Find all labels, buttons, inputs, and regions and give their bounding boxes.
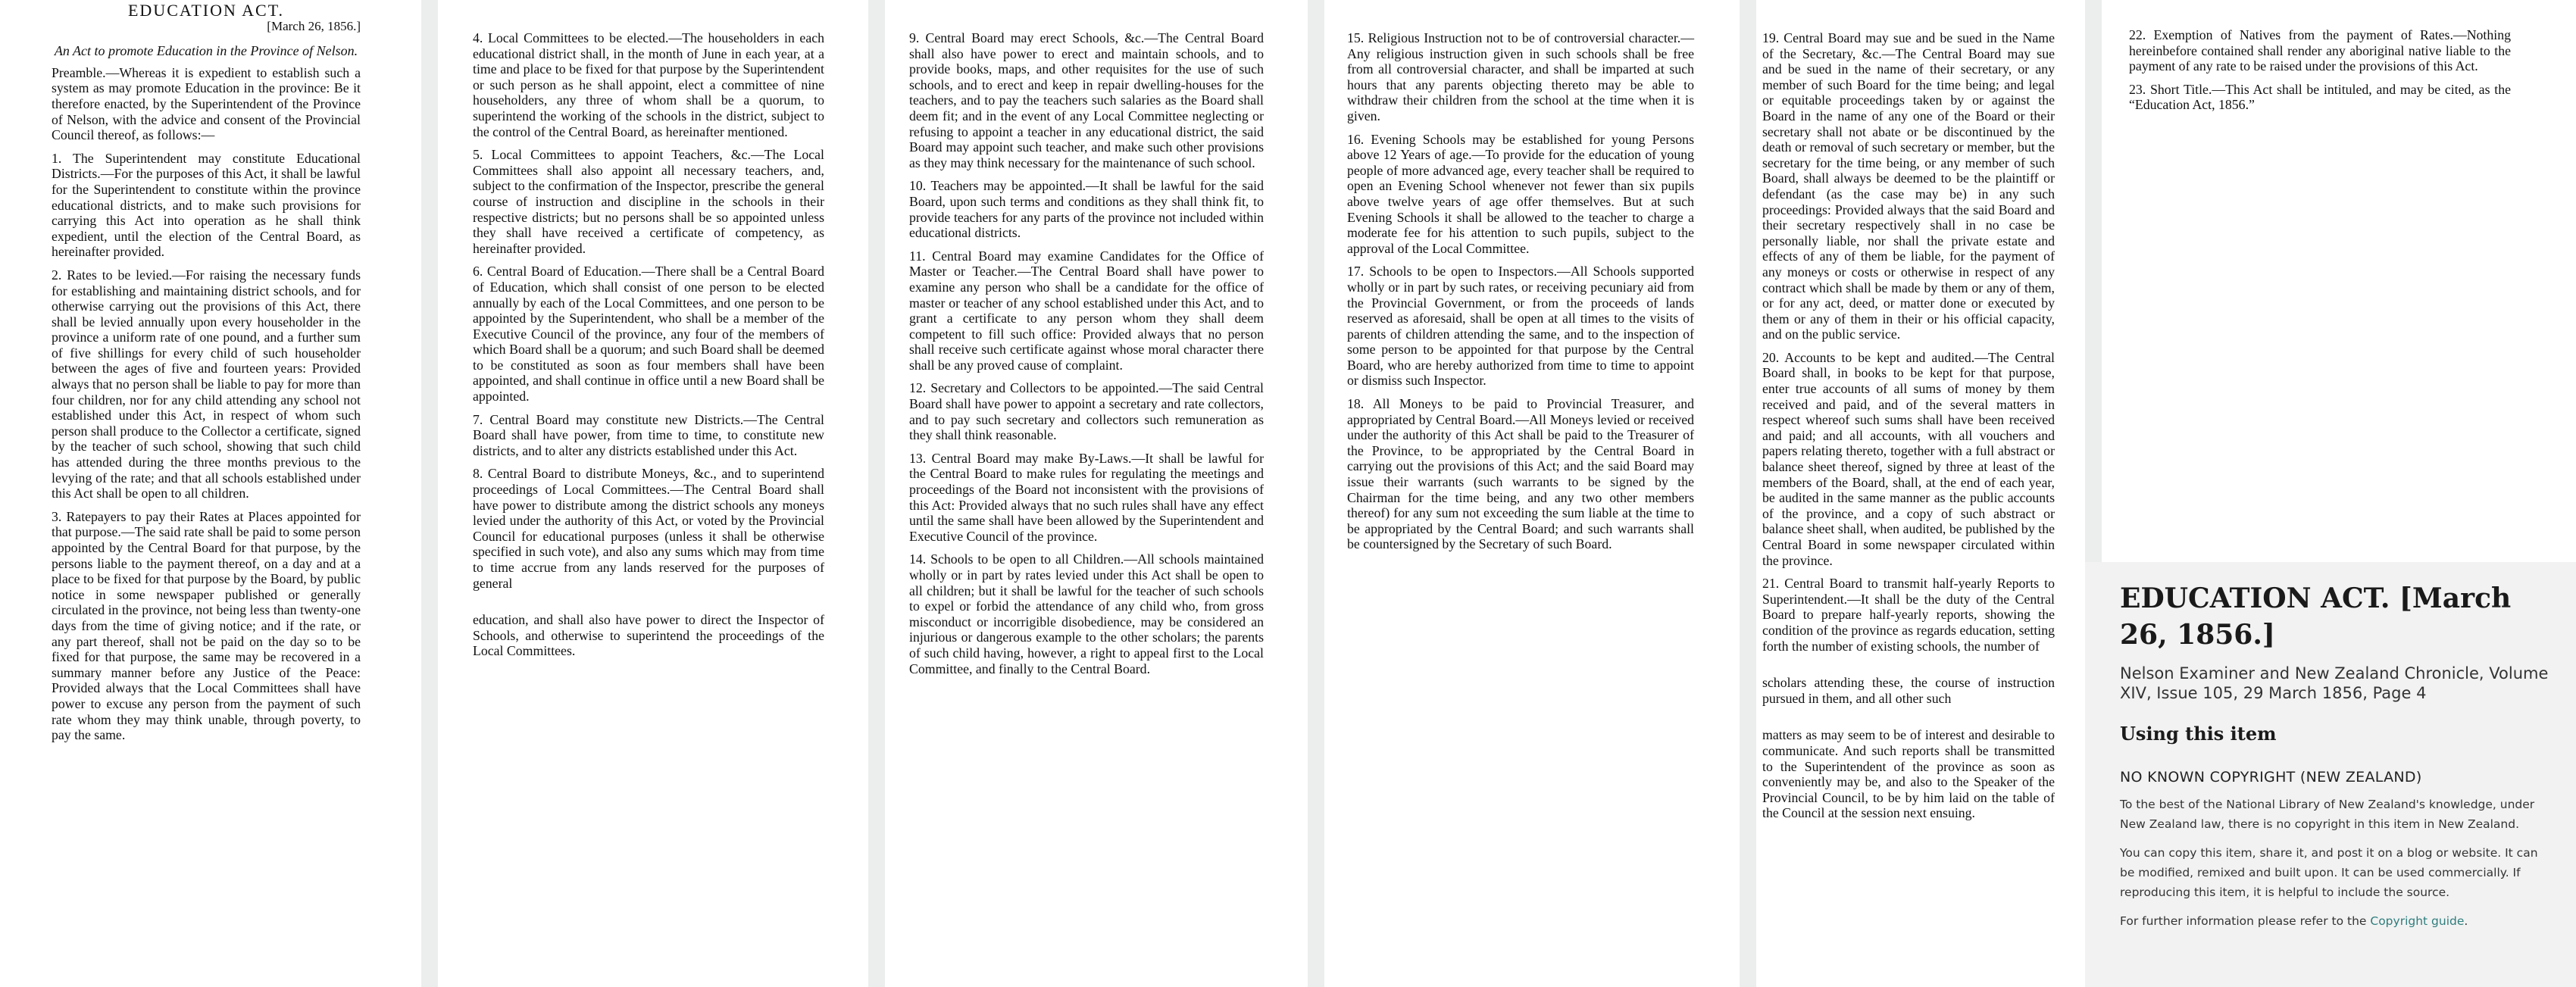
copyright-text-3 [2120, 911, 2553, 931]
copyright-text-3-suffix: . [2464, 914, 2468, 928]
section-21-end: matters as may seem to be of interest and desirable to communicate. And such reports shall be transmitted to the Superintendent of the province as soon as conveniently may be, and also to the Speaker of the Provincial Council, to be by him laid on the table of the Council at the session next ensuing. [1762, 727, 2055, 821]
copyright-text-3-prefix: For further information please refer to the [2120, 914, 2367, 928]
section-1: 1. The Superintendent may constitute Educational Districts.—For the purposes of this Act, it shall be lawful for the Superintendent to constitute within the province educational districts, and to make such provisions for carrying this Act into operation as he shall think expedient, until the election of the Central Board, as hereinafter provided. [52, 150, 361, 260]
section-9: 9. Central Board may erect Schools, &c.—The Central Board shall also have power to erect and maintain schools, and to provide books, maps, and other requisites for the use of such schools, and to erect and keep in repair dwelling-houses for the teachers, and to pay the teachers such salaries as the Board shall deem fit; and in the event of any Local Committee neglecting or refusing to appoint a teacher in any educational district, the said Board may appoint such teacher, and make such other provisions as they may think necessary for the maintenance of such school. [909, 30, 1264, 170]
section-20: 20. Accounts to be kept and audited.—The Central Board shall, in books to be kept for that purpose, enter true accounts of all sums of money by them received and paid, and of the several matters in respect whereof such sums shall have been received and paid; and all accounts, with all vouchers and papers relating thereto, together with a full abstract or balance sheet thereof, signed by three at least of the members of the Board, shall, at the end of each year, be audited in the same manner as the public accounts of the province, and a copy of such abstract or balance sheet shall, when audited, be published by the Central Board in some newspaper circulated within the province. [1762, 349, 2055, 568]
section-5: 5. Local Committees to appoint Teachers, &c.—The Local Committees shall also appoint all necessary teachers, and, subject to the confirmation of the Inspector, prescribe the general course of instruction and discipline in the schools in their respective districts; but no persons shall be so appointed unless they shall have received a certificate of competency, as hereinafter provided. [473, 147, 824, 256]
section-2: 2. Rates to be levied.—For raising the necessary funds for establishing and maintaining district schools, and for otherwise carrying out the provisions of this Act, there shall be levied annually upon every householder in the province a uniform rate of one pound, and a further sum of five shillings for every child of such householder between the ages of five and fourteen years: Provided always that no person shall be liable to pay for more than four children, nor for any child attending any school not established under this Act, in respect of whom such person shall produce to the Collector a certificate, signed by the teacher of such school, showing that such child has attended during the three months previous to the levying of the rate; and that all schools established under this Act shall be open to all children. [52, 267, 361, 501]
item-source: Nelson Examiner and New Zealand Chronicle, Volume XIV, Issue 105, 29 March 1856, Page 4 [2120, 664, 2549, 702]
article-column-3 [868, 0, 1308, 987]
item-info-panel [2085, 562, 2576, 987]
section-12: 12. Secretary and Collectors to be appointed.—The said Central Board shall have power to appoint a secretary and rate collectors, and to pay such secretary and collectors such remuneration as they shall think reasonable. [909, 380, 1264, 443]
section-3: 3. Ratepayers to pay their Rates at Places appointed for that purpose.—The said rate shall be paid to some person appointed by the Central Board for that purpose, by the persons liable to the payment thereof, on a day and at a place to be fixed for that purpose by the Board, by public notice in some newspaper published or generally circulated in the province, not being less than twenty-one days from the time of giving notice; and if the rate, or any part thereof, shall not be paid on the day so to be fixed for that purpose, the same may be recovered in a summary manner before any Justice of the Peace: Provided always that the Local Committees shall have power to excuse any person from the payment of such rate whom they may think unable, through poverty, to pay the same. [52, 508, 361, 743]
section-23: 23. Short Title.—This Act shall be intituled, and may be cited, as the “Education Act, 1856.” [2129, 81, 2511, 113]
using-this-item-heading: Using this item [2120, 723, 2277, 745]
section-11: 11. Central Board may examine Candidates for the Office of Master or Teacher.—The Central Board shall have power to examine any person who shall be a candidate for the office of master or teacher of any school established under this Act, and to grant a certificate to any person whom they shall deem competent to fill such office: Provided always that no person shall receive such certificate against whose moral character there shall be any proved cause of complaint. [909, 248, 1264, 373]
act-title: An Act to promote Education in the Province of Nelson. [54, 43, 358, 59]
section-21: 21. Central Board to transmit half-yearly Reports to Superintendent.—It shall be the duty of the Central Board to prepare half-yearly reports, showing the condition of the province as regards education, setting forth the number of existing schools, the number of [1762, 576, 2055, 654]
section-6: 6. Central Board of Education.—There shall be a Central Board of Education, which shall consist of one person to be elected annually by each of the Local Committees, and one person to be appointed by the Superintendent, who shall be a member of the Executive Council of the province, any four of the members of which Board shall be a quorum; and such Board shall be deemed to be constituted as soon as four members shall have been appointed, and shall continue in office until a new Board shall be appointed. [473, 264, 824, 404]
article-date: [March 26, 1856.] [267, 18, 361, 33]
section-14: 14. Schools to be open to all Children.—All schools maintained wholly or in part by rates levied under this Act shall be open to all children; but it shall be lawful for the teacher of such schools to expel or forbid the attendance of any child who, from gross misconduct or incorrigible disobedience, may be considered an injurious or dangerous example to the other scholars; the parents of such child having, however, a right to appeal first to the Local Committee, and finally to the Central Board. [909, 551, 1264, 676]
article-column-4 [1308, 0, 1740, 987]
section-8-continued: education, and shall also have power to direct the Inspector of Schools, and otherwise to superintend the proceedings of the Local Committees. [473, 612, 824, 659]
preamble: Preamble.—Whereas it is expedient to establish such a system as may promote Education in the province: Be it therefore enacted, by the Superintendent of the Province of Nelson, with the advice and consent of the Provincial Council thereof, as follows:— [52, 64, 361, 143]
item-title: EDUCATION ACT. [March 26, 1856.] [2120, 583, 2512, 651]
section-17: 17. Schools to be open to Inspectors.—All Schools supported wholly or in part by such rates, or receiving pecuniary aid from the Provincial Government, or from the proceeds of lands reserved as aforesaid, shall be open at all times to the visits of parents of children attending the same, and to the inspection of some person to be appointed for that purpose by the Central Board, who are hereby authorized from time to time to appoint or dismiss such Inspector. [1347, 264, 1694, 389]
section-22: 22. Exemption of Natives from the payment of Rates.—Nothing hereinbefore contained shall render any aboriginal native liable to the payment of any rate to be raised under the provisions of this Act. [2129, 27, 2511, 74]
section-13: 13. Central Board may make By-Laws.—It shall be lawful for the Central Board to make rules for regulating the meetings and proceedings of the Board not inconsistent with the provisions of this Act: Provided always that no such rules shall have any effect until the same shall have been allowed by the Superintendent and Executive Council of the province. [909, 450, 1264, 544]
copyright-status: NO KNOWN COPYRIGHT (NEW ZEALAND) [2120, 769, 2422, 786]
article-heading: EDUCATION ACT. [127, 1, 285, 20]
section-7: 7. Central Board may constitute new Districts.—The Central Board shall have power, from time to time, to constitute new districts, and to alter any districts established under this Act. [473, 411, 824, 458]
article-column-2 [421, 0, 868, 987]
section-8: 8. Central Board to distribute Moneys, &c., and to superintend proceedings of Local Committees.—The Central Board shall have power to distribute among the district schools any moneys levied under the authority of this Act, or voted by the Provincial Council for educational purposes (unless it shall be otherwise specified in such vote), and also any sums which may from time to time accrue from any lands reserved for the purposes of general [473, 466, 824, 591]
section-18: 18. All Moneys to be paid to Provincial Treasurer, and appropriated by Central Board.—All Moneys levied or received under the authority of this Act shall be paid to the Treasurer of the Province, to be appropriated by the Central Board in carrying out the provisions of this Act; and the said Board may issue their warrants (such warrants to be signed by the Chairman for the time being, and any two other members thereof) for any sum not exceeding the sum liable at the time to be appropriated by the Central Board; and such warrants shall be countersigned by the Secretary of such Board. [1347, 396, 1694, 552]
section-21-continued: scholars attending these, the course of instruction pursued in them, and all other such [1762, 675, 2055, 706]
copyright-text-2: You can copy this item, share it, and post it on a blog or website. It can be modified, remixed and built upon. It can be used commercially. If reproducing this item, it is helpful to include the source. [2120, 846, 2538, 899]
section-4: 4. Local Committees to be elected.—The householders in each educational district shall, in the month of June in each year, at a time and place to be fixed for that purpose by the Superintendent or such person as he shall appoint, elect a committee of nine householders, any three of whom shall be a quorum, to superintend the working of the schools in the district, subject to the control of the Central Board, as hereinafter mentioned. [473, 30, 824, 139]
copyright-text-1: To the best of the National Library of New Zealand's knowledge, under New Zealand law, there is no copyright in this item in New Zealand. [2120, 798, 2535, 831]
article-column-5 [1740, 0, 2085, 987]
section-10: 10. Teachers may be appointed.—It shall be lawful for the said Board, upon such terms and conditions as they shall think fit, to provide teachers for any parts of the province not included within educational districts. [909, 178, 1264, 241]
article-column-1 [0, 0, 421, 987]
section-16: 16. Evening Schools may be established for young Persons above 12 Years of age.—To provide for the education of young people of more advanced age, every teacher shall be required to open an Evening School whenever not fewer than six pupils above twelve years of age offer themselves. But at such Evening Schools it shall be allowed to the teacher to charge a moderate fee for his attention to such pupils, subject to the approval of the Local Committee. [1347, 131, 1694, 256]
copyright-guide-link[interactable]: Copyright guide [2370, 914, 2465, 928]
section-19: 19. Central Board may sue and be sued in the Name of the Secretary, &c.—The Central Board may sue and be sued in the name of their secretary, or any member of such Board for the time being; and legal or equitable proceedings taken by or against the Board in the name of any one of the Board or their secretary shall not abate or be discontinued by the death or removal of such secretary or member, but the secretary for the time being, or any member of such Board, shall always be deemed to be the plaintiff or defendant (as the case may be) in any such proceedings: Provided always that the said Board and their secretary respectively shall in no case be personally liable, nor shall the private estate and effects of any of them be liable, for the payment of any moneys or costs or otherwise in respect of any contract which shall be made by them or any of them, or for any act, deed, or matter done or executed by them or any of them in their or his official capacity, and on the public service. [1762, 30, 2055, 342]
section-15: 15. Religious Instruction not to be of controversial character.—Any religious instruction given in such schools shall be free from all controversial character, and shall be imparted at such hours that any parents objecting thereto may be able to withdraw their children from the school at the time when it is given. [1347, 30, 1694, 123]
